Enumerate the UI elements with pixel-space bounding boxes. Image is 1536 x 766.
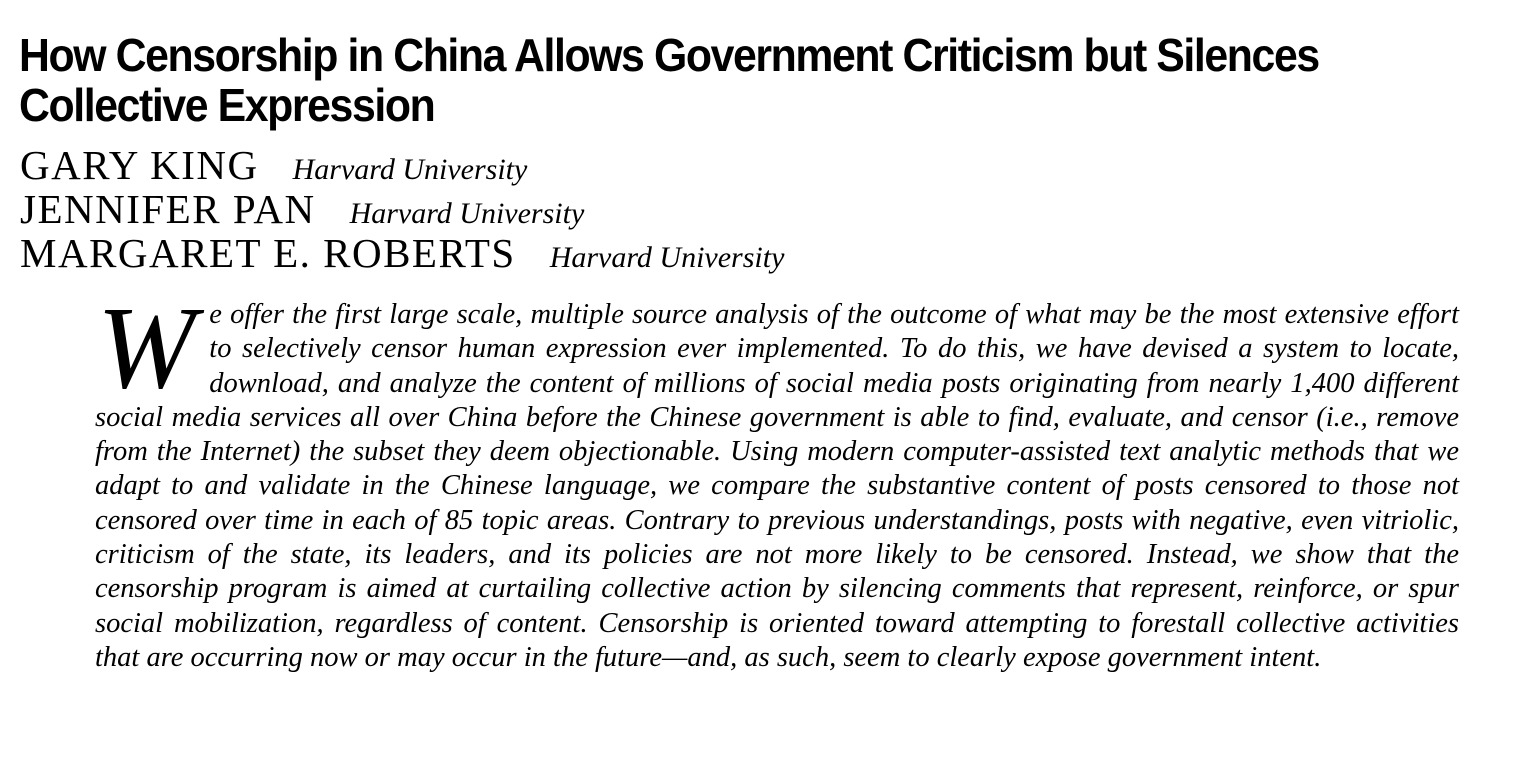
paper-title-line-2: Collective Expression	[19, 79, 435, 131]
author-name: MARGARET E. ROBERTS	[20, 230, 516, 276]
paper-title-line-1: How Censorship in China Allows Government Criticism but Silences	[19, 29, 1319, 81]
author-affiliation: Harvard University	[349, 197, 585, 230]
author-name: JENNIFER PAN	[20, 186, 316, 232]
author-entry	[20, 143, 784, 187]
abstract-text: e offer the first large scale, multiple source analysis of the outcome of what may be the most extensive effort to selectively censor human expression ever implemented. To do this, we have devised a system to locate, download, and analyze the content of millions of social media posts originating from nearly 1,400 different social media services all over China before the Chinese government is able to find, evaluate, and censor (i.e., remove from the Internet) the subset they deem objectionable. Using modern computer-assisted text analytic methods that we adapt to and validate in the Chinese language, we compare the substantive content of posts censored to those not censored over time in each of 85 topic areas. Contrary to previous understandings, posts with negative, even vitriolic, criticism of the state, its leaders, and its policies are not more likely to be censored. Instead, we show that the censorship program is aimed at curtailing collective action by silencing comments that represent, reinforce, or spur social mobilization, regardless of content. Censorship is oriented toward attempting to forestall collective activities that are occurring now or may occur in the future—and, as such, seem to clearly expose government intent.	[95, 299, 1459, 673]
author-entry	[20, 231, 784, 275]
abstract	[95, 282, 1459, 675]
author-affiliation: Harvard University	[292, 153, 528, 186]
author-entry	[20, 187, 784, 231]
abstract-dropcap: W	[97, 282, 196, 413]
author-list	[20, 143, 784, 275]
author-affiliation: Harvard University	[549, 241, 785, 274]
paper-title	[19, 30, 1423, 130]
author-name: GARY KING	[20, 142, 259, 188]
